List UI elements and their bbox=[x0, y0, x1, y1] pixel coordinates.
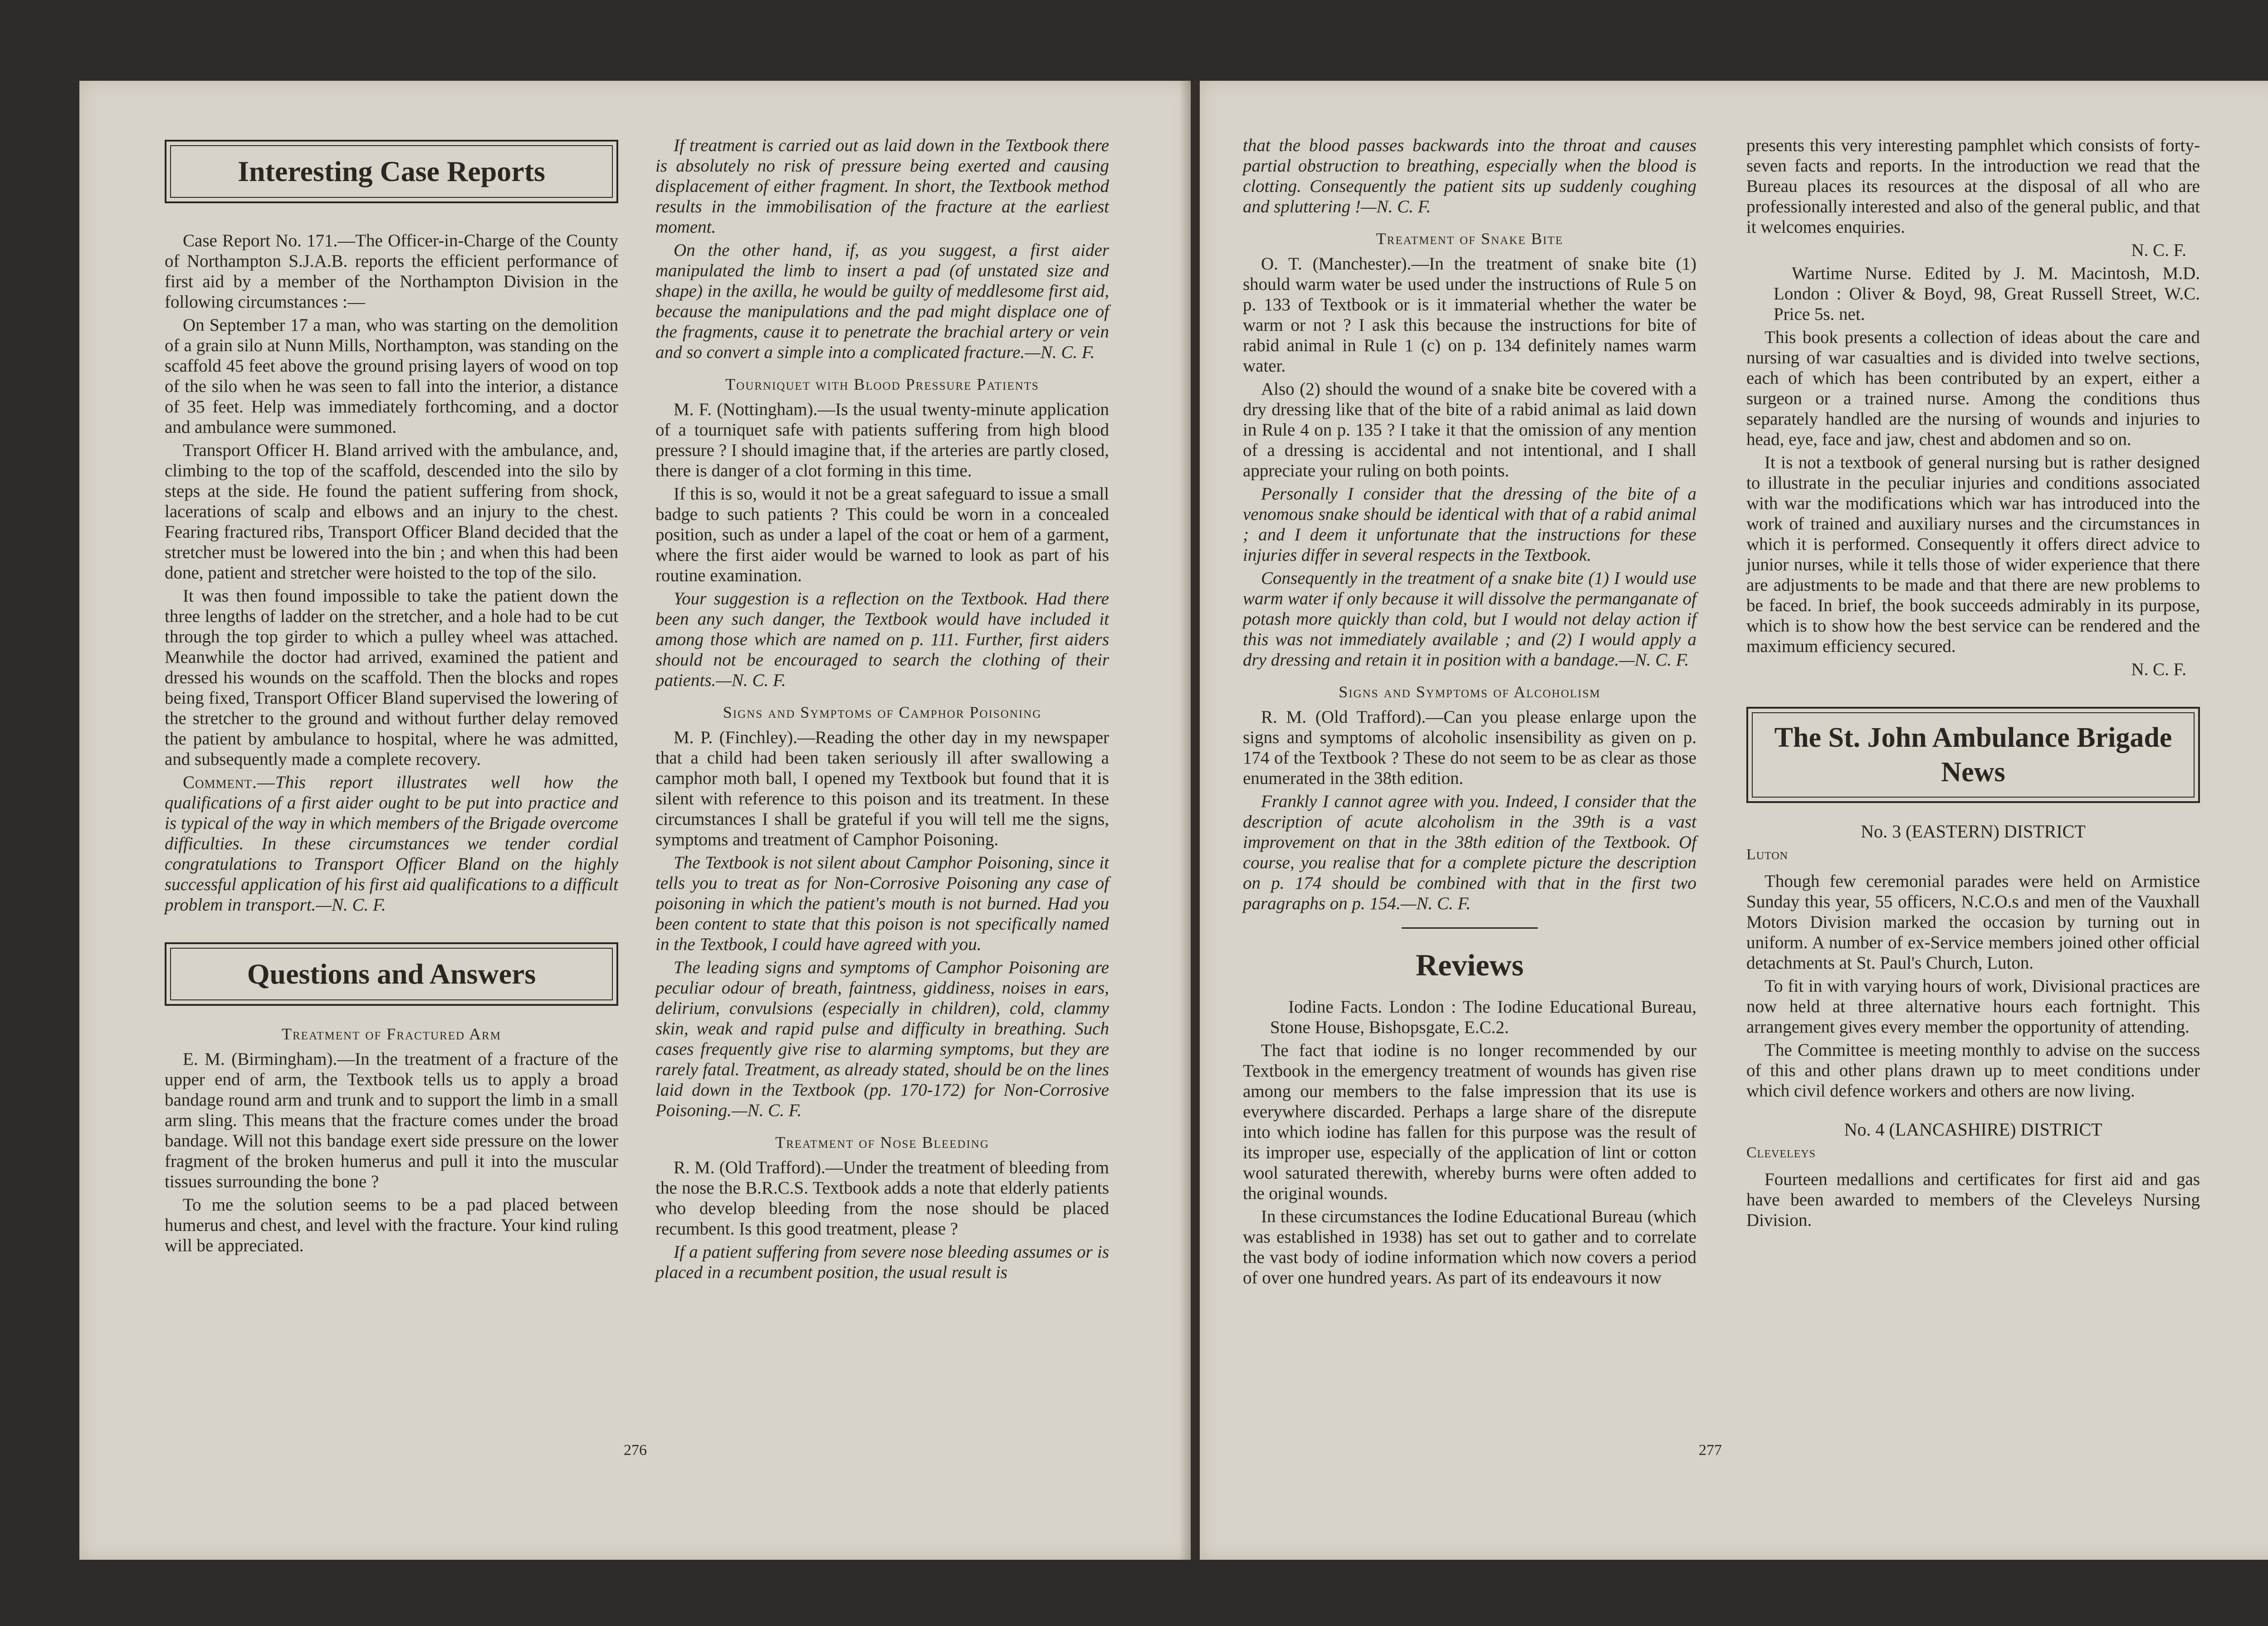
comment-label: Comment.— bbox=[183, 773, 275, 792]
case-report-paragraph: It was then found impossible to take the patient down the three lengths of ladder on the stretcher, and a hole had to be cut through the top girder to which a pulley wheel was attached. Meanwhile the doctor had arrived, examined the patient and dressed his wounds on the scaffold. Then the blocks and ropes being fixed, Transport Officer Bland supervised the lowering of the stretcher to the ground and without further delay removed the patient by ambulance to hospital, where he was admitted, and subsequently made a complete recovery. bbox=[165, 586, 618, 769]
review-entry: Wartime Nurse. Edited by J. M. Macintosh, M.D. London : Oliver & Boyd, 98, Great Russell Street, W.C. Price 5s. net. bbox=[1774, 264, 2200, 324]
answer-paragraph: Personally I consider that the dressing of the bite of a venomous snake should be identical with that of a rabid animal ; and I deem it unfortunate that the instructions for these injuries differ in several respects in the Textbook. bbox=[1243, 484, 1696, 565]
case-report-paragraph: On September 17 a man, who was starting on the demolition of a grain silo at Nunn Mills, Northampton, was standing on the scaffold 45 feet above the ground prising layers of wood on top of the silo when he was seen to fall into the interior, a distance of 35 feet. Help was immediately forthcoming, and a doctor and ambulance were summoned. bbox=[165, 315, 618, 437]
answer-paragraph: Frankly I cannot agree with you. Indeed, I consider that the description of acute alcoholism in the 39th is a vast improvement on that in the 38th edition of the Textbook. Of course, you realise that for a complete picture the description on p. 174 should be combined with that in the first two paragraphs on p. 154.—N. C. F. bbox=[1243, 792, 1696, 913]
question-paragraph: E. M. (Birmingham).—In the treatment of a fracture of the upper end of arm, the Textbook tells us to apply a broad bandage round arm and trunk and to support the limb in a small arm sling. This means that the fracture comes under the broad bandage. Will not this bandage exert side pressure on the lower fragment of the broken humerus and pull it into the muscular tissues surrounding the bone ? bbox=[165, 1049, 618, 1191]
answer-paragraph: that the blood passes backwards into the throat and causes partial obstruction to breathing, especially when the blood is clotting. Consequently the patient sits up suddenly coughing and spluttering !—N. C. F. bbox=[1243, 136, 1696, 216]
review-entry: Iodine Facts. London : The Iodine Educational Bureau, Stone House, Bishopsgate, E.C.2. bbox=[1270, 997, 1696, 1037]
section-title: Signs and Symptoms of Camphor Poisoning bbox=[723, 703, 1042, 721]
qa-heading: Questions and Answers bbox=[170, 948, 613, 1000]
district-title: No. 4 (LANCASHIRE) DISTRICT bbox=[1844, 1119, 2102, 1140]
question-paragraph: M. F. (Nottingham).—Is the usual twenty-minute application of a tourniquet safe with patients suffering from high blood pressure ? I should imagine that, if the arteries are partly closed, there is danger of a clot forming in this time. bbox=[655, 400, 1109, 480]
qa-heading-box bbox=[165, 942, 618, 1006]
answer-paragraph: The leading signs and symptoms of Camphor Poisoning are peculiar odour of breath, faintness, giddiness, noises in ears, delirium, convulsions (especially in children), cold, clammy skin, weak and rapid pulse and difficulty in breathing. Such cases frequently give rise to alarming symptoms, but they are rarely fatal. Treatment, as already stated, should be on the lines laid down in the Textbook (pp. 170-172) for Non-Corrosive Poisoning.—N. C. F. bbox=[655, 958, 1109, 1120]
case-reports-heading-box bbox=[165, 140, 618, 203]
case-report-paragraph: Case Report No. 171.—The Officer-in-Charge of the County of Northampton S.J.A.B. reports the efficient performance of first aid by a member of the Northampton Division in the following circumstances :— bbox=[165, 231, 618, 312]
answer-paragraph: Your suggestion is a reflection on the Textbook. Had there been any such danger, the Textbook would have included it among those which are named on p. 111. Further, first aiders should not be encouraged to search the clothing of their patients.—N. C. F. bbox=[655, 589, 1109, 690]
reviews-heading: Reviews bbox=[1416, 948, 1524, 982]
answer-paragraph: The Textbook is not silent about Camphor Poisoning, since it tells you to treat as for Non-Corrosive Poisoning any case of poisoning in which the patient's mouth is not burned. Had you been content to state that this poison is not specifically named in the Textbook, I could have agreed with you. bbox=[655, 853, 1109, 954]
question-paragraph: Also (2) should the wound of a snake bite be covered with a dry dressing like that of the bite of a rabid animal as laid down in Rule 4 on p. 135 ? I take it that the omission of any mention of a dressing is accidental and not intentional, and I shall appreciate your ruling on both points. bbox=[1243, 379, 1696, 480]
left-page-column-2 bbox=[655, 135, 1109, 1285]
question-paragraph: M. P. (Finchley).—Reading the other day in my newspaper that a child had been taken seriously ill after swallowing a camphor moth ball, I opened my Textbook but found that it is silent with reference to this poison and its treatment. In these circumstances I shall be grateful if you will tell me the signs, symptoms and treatment of Camphor Poisoning. bbox=[655, 728, 1109, 849]
section-title: Treatment of Fractured Arm bbox=[282, 1025, 501, 1043]
review-paragraph: It is not a textbook of general nursing but is rather designed to illustrate in the peculiar injuries and conditions associated with war the modifications which war has introduced into the work of trained and auxiliary nurses and the circumstances in which it is performed. Consequently it offers direct advice to junior nurses, while it tells those of wider experience that there are adjustments to be made and that there are new problems to be faced. In brief, the book succeeds admirably in its purpose, which is to show how the best service can be rendered and the maximum efficiency secured. bbox=[1746, 453, 2200, 656]
brigade-heading: The St. John Ambulance Brigade News bbox=[1752, 712, 2195, 798]
question-paragraph: To me the solution seems to be a pad placed between humerus and chest, and level with the fracture. Your kind ruling will be appreciated. bbox=[165, 1195, 618, 1255]
right-page-column-1 bbox=[1243, 135, 1696, 1291]
comment-text: This report illustrates well how the qualifications of a first aider ought to be put into practice and is typical of the way in which members of the Brigade overcome difficulties. In these circumstances we tender cordial congratulations to Transport Officer Bland on the highly successful application of his first aid qualifications to a difficult problem in transport.—N. C. F. bbox=[165, 773, 618, 915]
town-name: Luton bbox=[1746, 846, 1788, 863]
answer-paragraph: If a patient suffering from severe nose bleeding assumes or is placed in a recumbent position, the usual result is bbox=[655, 1242, 1109, 1282]
review-paragraph: This book presents a collection of ideas about the care and nursing of war casualties and is divided into twelve sections, each of which has been contributed by an expert, either a surgeon or a trained nurse. Among the conditions thus separately handled are the nursing of wounds and injuries to head, eye, face and jaw, chest and abdomen and so on. bbox=[1746, 328, 2200, 449]
brigade-heading-box bbox=[1746, 707, 2200, 803]
right-page-column-2 bbox=[1746, 135, 2200, 1233]
answer-paragraph: If treatment is carried out as laid down in the Textbook there is absolutely no risk of pressure being exerted and causing displacement of either fragment. In short, the Textbook method results in the immobilisation of the fracture at the earliest moment. bbox=[655, 136, 1109, 237]
review-paragraph: The fact that iodine is no longer recommended by our Textbook in the emergency treatment of wounds has given rise among our members to the false impression that its use is everywhere discarded. Perhaps a large share of the disrepute into which iodine has fallen for this purpose was the result of its improper use, especially of the application of lint or cotton wool saturated therewith, whereby burns were often added to the original wounds. bbox=[1243, 1041, 1696, 1203]
review-signature: N. C. F. bbox=[2131, 240, 2186, 260]
question-paragraph: O. T. (Manchester).—In the treatment of snake bite (1) should warm water be used under the instructions of Rule 5 on p. 133 of Textbook or is it immaterial whether the water be warm or not ? I ask this because the instructions for bite of rabid animal in Rule 1 (c) on p. 134 definitely names warm water. bbox=[1243, 254, 1696, 376]
question-paragraph: R. M. (Old Trafford).—Under the treatment of bleeding from the nose the B.R.C.S. Textbook adds a note that elderly patients who develop bleeding from the nose should be placed recumbent. Is this good treatment, please ? bbox=[655, 1158, 1109, 1239]
left-page bbox=[79, 81, 1191, 1560]
left-page-column-1 bbox=[165, 135, 618, 1259]
answer-paragraph: On the other hand, if, as you suggest, a first aider manipulated the limb to insert a pad (of unstated size and shape) in the axilla, he would be guilty of meddlesome first aid, because the manipulations and the pad might displace one of the fragments, cause it to penetrate the brachial artery or vein and so convert a simple into a complicated fracture.—N. C. F. bbox=[655, 240, 1109, 362]
news-paragraph: To fit in with varying hours of work, Divisional practices are now held at three alternative hours each fortnight. This arrangement gives every member the opportunity of attending. bbox=[1746, 976, 2200, 1037]
right-page bbox=[1200, 81, 2268, 1560]
page-number-right: 277 bbox=[1699, 1442, 1722, 1459]
case-reports-heading: Interesting Case Reports bbox=[170, 145, 613, 198]
divider bbox=[1402, 927, 1538, 929]
review-signature: N. C. F. bbox=[2131, 660, 2186, 679]
section-title: Treatment of Nose Bleeding bbox=[775, 1133, 989, 1151]
question-paragraph: R. M. (Old Trafford).—Can you please enlarge upon the signs and symptoms of alcoholic insensibility as given on p. 174 of the Textbook ? These do not seem to be as clear as those enumerated in the 38th edition. bbox=[1243, 707, 1696, 788]
news-paragraph: Fourteen medallions and certificates for first aid and gas have been awarded to members of the Cleveleys Nursing Division. bbox=[1746, 1170, 2200, 1230]
section-title: Signs and Symptoms of Alcoholism bbox=[1339, 683, 1601, 701]
town-name: Cleveleys bbox=[1746, 1144, 1816, 1161]
news-paragraph: The Committee is meeting monthly to advise on the success of this and other plans drawn up to meet conditions under which civil defence workers and others are now living. bbox=[1746, 1040, 2200, 1101]
answer-paragraph: Consequently in the treatment of a snake bite (1) I would use warm water if only because it will dissolve the permanganate of potash more quickly than cold, but I would not delay action if this was not immediately available ; and (2) I would apply a dry dressing and retain it in position with a bandage.—N. C. F. bbox=[1243, 568, 1696, 670]
section-title: Tourniquet with Blood Pressure Patients bbox=[725, 375, 1039, 393]
question-paragraph: If this is so, would it not be a great safeguard to issue a small badge to such patients ? This could be worn in a concealed position, such as under a lapel of the coat or hem of a garment, where the first aider would be warned to look as part of his routine examination. bbox=[655, 484, 1109, 585]
case-report-comment bbox=[165, 772, 618, 915]
district-title: No. 3 (EASTERN) DISTRICT bbox=[1861, 821, 2086, 842]
review-paragraph: In these circumstances the Iodine Educational Bureau (which was established in 1938) has set out to gather and to correlate the vast body of iodine information which now covers a period of over one hundred years. As part of its endeavours it now bbox=[1243, 1207, 1696, 1288]
section-title: Treatment of Snake Bite bbox=[1376, 230, 1564, 248]
case-report-paragraph: Transport Officer H. Bland arrived with the ambulance, and, climbing to the top of the scaffold, descended into the silo by steps at the side. He found the patient suffering from shock, lacerations of scalp and elbows and an injury to the chest. Fearing fractured ribs, Transport Officer Bland decided that the stretcher must be lowered into the bin ; and when this had been done, patient and stretcher were hoisted to the top of the silo. bbox=[165, 441, 618, 583]
review-paragraph: presents this very interesting pamphlet which consists of forty-seven facts and reports. In the introduction we read that the Bureau places its resources at the disposal of all who are professionally interested and also of the general public, and that it welcomes enquiries. bbox=[1746, 136, 2200, 237]
news-paragraph: Though few ceremonial parades were held on Armistice Sunday this year, 55 officers, N.C.O.s and men of the Vauxhall Motors Division marked the occasion by turning out in uniform. A number of ex-Service members joined other official detachments at St. Paul's Church, Luton. bbox=[1746, 872, 2200, 973]
page-number-left: 276 bbox=[624, 1442, 647, 1459]
